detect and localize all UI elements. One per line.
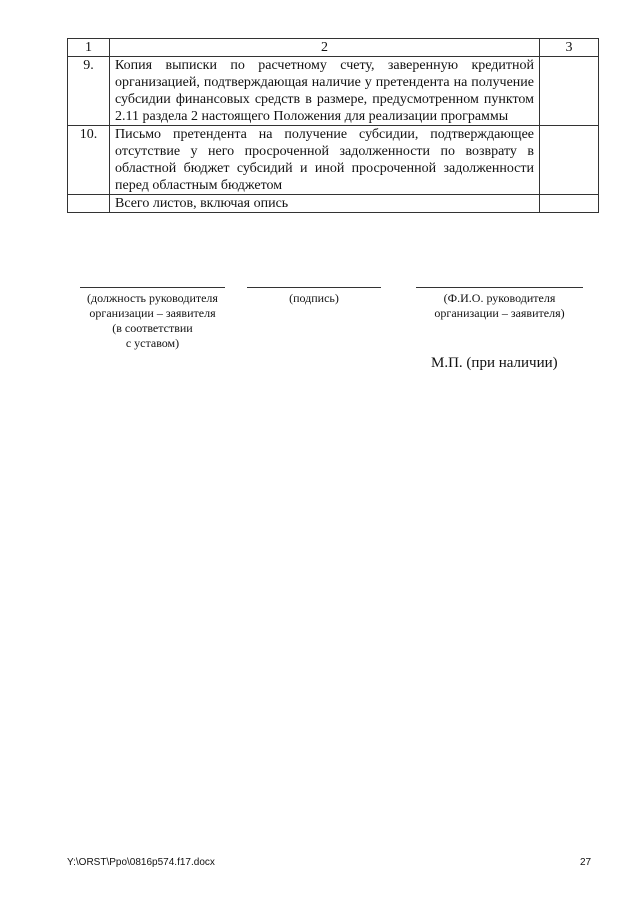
row-sheet-count bbox=[540, 126, 599, 195]
total-sheet-count bbox=[540, 195, 599, 213]
position-signature-line bbox=[80, 287, 225, 288]
name-caption: (Ф.И.О. руководителя организации – заявителя) bbox=[434, 291, 565, 320]
table-total-row bbox=[68, 195, 599, 213]
total-number bbox=[68, 195, 110, 213]
signature-line bbox=[247, 287, 381, 288]
table-header-row bbox=[68, 39, 599, 57]
row-sheet-count bbox=[540, 57, 599, 126]
row-number: 10. bbox=[68, 126, 110, 195]
page-number: 27 bbox=[580, 857, 592, 868]
position-caption: (должность руководителя организации – заявителя (в соответствии с уставом) bbox=[87, 291, 218, 350]
row-description: Письмо претендента на получение субсидии, подтверждающее отсутствие у него просроченной задолженности по возврату в областной бюджет субсидий и иной просроченной задолженности перед областным бюджетом bbox=[110, 126, 540, 195]
row-description: Копия выписки по расчетному счету, заверенную кредитной организацией, подтверждающая наличие у претендента на получение субсидии финансовых средств в размере, предусмотренном пунктом 2.11 раздела 2 настоящего Положения для реализации программы bbox=[110, 57, 540, 126]
signature-caption: (подпись) bbox=[289, 291, 339, 305]
footer-file-path: Y:\ORST\Ppo\0816p574.f17.docx bbox=[67, 857, 215, 868]
row-number: 9. bbox=[68, 57, 110, 126]
table-row bbox=[68, 57, 599, 126]
total-label: Всего листов, включая опись bbox=[110, 195, 540, 213]
table-row bbox=[68, 126, 599, 195]
document-table bbox=[67, 38, 599, 213]
header-col-2: 2 bbox=[110, 39, 540, 57]
name-signature-line bbox=[416, 287, 583, 288]
header-col-3: 3 bbox=[540, 39, 599, 57]
stamp-placeholder: М.П. (при наличии) bbox=[431, 355, 558, 371]
header-col-1: 1 bbox=[68, 39, 110, 57]
